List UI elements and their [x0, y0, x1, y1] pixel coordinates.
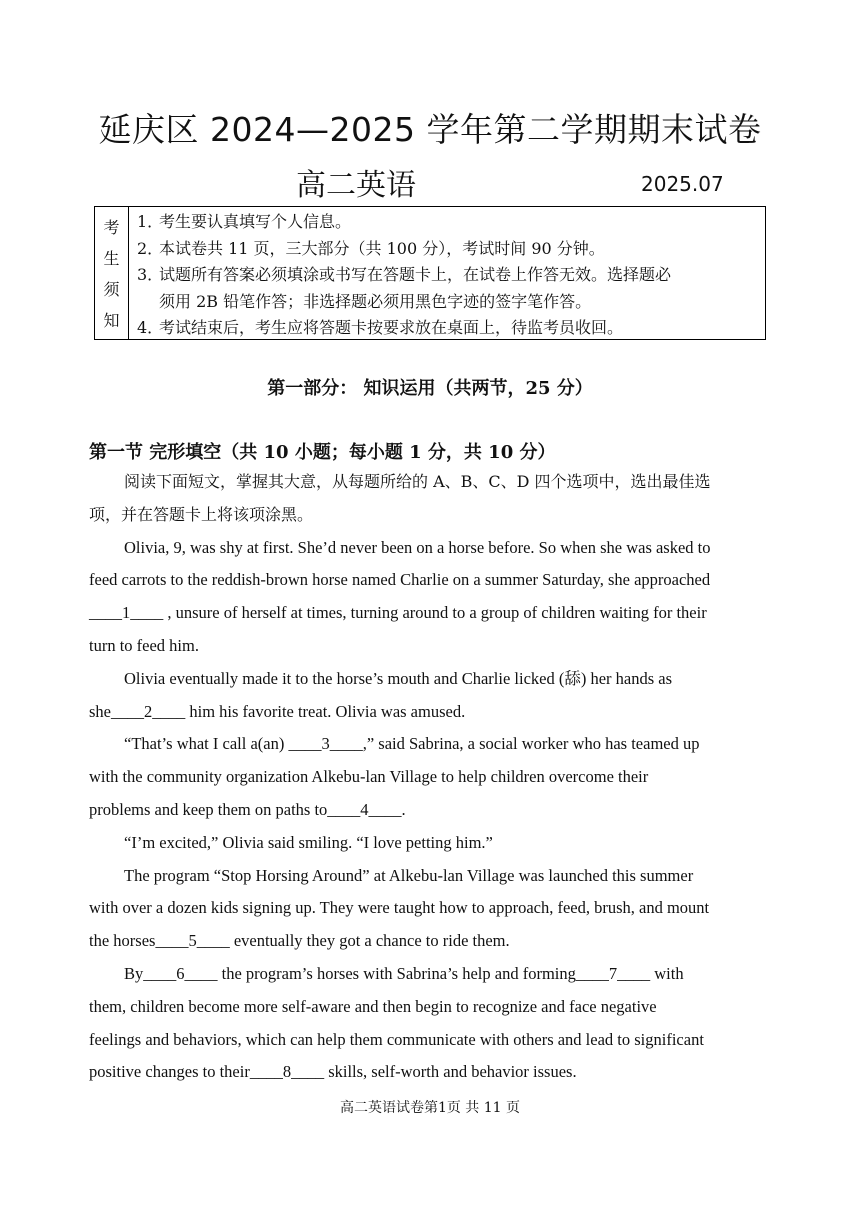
notice-item [137, 209, 765, 236]
passage-body [89, 466, 775, 1089]
exam-title: 延庆区 2024—2025 学年第二学期期末试卷 [98, 110, 762, 149]
exam-subject: 高二英语 [296, 168, 416, 203]
passage-line: problems and keep them on paths to____4____. [89, 799, 406, 819]
passage-line: feed carrots to the reddish-brown horse named Charlie on a summer Saturday, she approached [89, 570, 711, 590]
passage-line: “I’m excited,” Olivia said smiling. “I love petting him.” [124, 832, 493, 852]
notice-item-continuation: 须用 2B 铅笔作答；非选择题必须用黑色字迹的签字笔作答。 [159, 291, 592, 311]
passage-line: Olivia eventually made it to the horse’s mouth and Charlie licked (舔) her hands as [124, 668, 673, 688]
passage-paragraph [89, 958, 775, 1089]
notice-label-char: 须 [103, 280, 120, 299]
notice-item-text: 考生要认真填写个人信息。 [159, 212, 352, 231]
passage-line: with the community organization Alkebu-lan Village to help children overcome their [89, 767, 649, 787]
notice-label [95, 207, 129, 339]
section-one-title: 第一节 完形填空（共 10 小题；每小题 1 分，共 10 分） [89, 442, 556, 463]
part-one-title: 第一部分： 知识运用（共两节，25 分） [267, 378, 593, 399]
notice-items [129, 207, 765, 339]
instruction-line: 阅读下面短文，掌握其大意，从每题所给的 A、B、C、D 四个选项中，选出最佳选 [124, 472, 711, 491]
notice-item [137, 315, 765, 342]
passage-paragraph [89, 728, 775, 826]
passage-line: The program “Stop Horsing Around” at Alkebu-lan Village was launched this summer [124, 865, 694, 885]
notice-item-number: 4． [137, 318, 164, 337]
passage-line: she____2____ him his favorite treat. Olivia was amused. [89, 701, 466, 721]
passage-line: feelings and behaviors, which can help them communicate with others and lead to significant [89, 1029, 704, 1049]
passage-paragraph [89, 827, 775, 860]
notice-label-char: 考 [103, 218, 120, 237]
instructions-paragraph [89, 466, 775, 532]
notice-label-char: 知 [103, 311, 120, 330]
notice-item-text: 本试卷共 11 页，三大部分（共 100 分），考试时间 90 分钟。 [159, 238, 605, 258]
passage-line: turn to feed him. [89, 635, 199, 655]
passage-line: Olivia, 9, was shy at first. She’d never been on a horse before. So when she was asked to [124, 537, 711, 557]
notice-label-char: 生 [103, 249, 120, 268]
notice-item-number: 2． [137, 238, 164, 258]
passage-line: the horses____5____ eventually they got a chance to ride them. [89, 931, 510, 951]
passage-line: By____6____ the program’s horses with Sabrina’s help and forming____7____ with [124, 963, 684, 983]
candidate-notice-box [94, 206, 766, 340]
notice-item-number: 3． [137, 265, 164, 284]
notice-item [137, 262, 765, 289]
passage-line: “That’s what I call a(an) ____3____,” said Sabrina, a social worker who has teamed up [124, 734, 700, 754]
passage-line: positive changes to their____8____ skills, self-worth and behavior issues. [89, 1062, 577, 1082]
exam-date: 2025.07 [641, 172, 724, 196]
passage-line: them, children become more self-aware and then begin to recognize and face negative [89, 996, 657, 1016]
page-footer: 高二英语试卷第1页 共 11 页 [339, 1100, 521, 1116]
notice-item [137, 236, 765, 263]
notice-item-text: 试题所有答案必须填涂或书写在答题卡上，在试卷上作答无效。选择题必 [159, 265, 672, 284]
passage-paragraph [89, 532, 775, 663]
passage-paragraph [89, 860, 775, 958]
instruction-line: 项，并在答题卡上将该项涂黑。 [89, 504, 314, 524]
notice-item-number: 1． [137, 212, 164, 231]
passage-line: ____1____ , unsure of herself at times, turning around to a group of children waiting for their [89, 603, 707, 623]
passage-line: with over a dozen kids signing up. They were taught how to approach, feed, brush, and mount [89, 898, 710, 918]
passage-paragraph [89, 663, 775, 729]
notice-item-text: 考试结束后，考生应将答题卡按要求放在桌面上，待监考员收回。 [159, 318, 624, 337]
